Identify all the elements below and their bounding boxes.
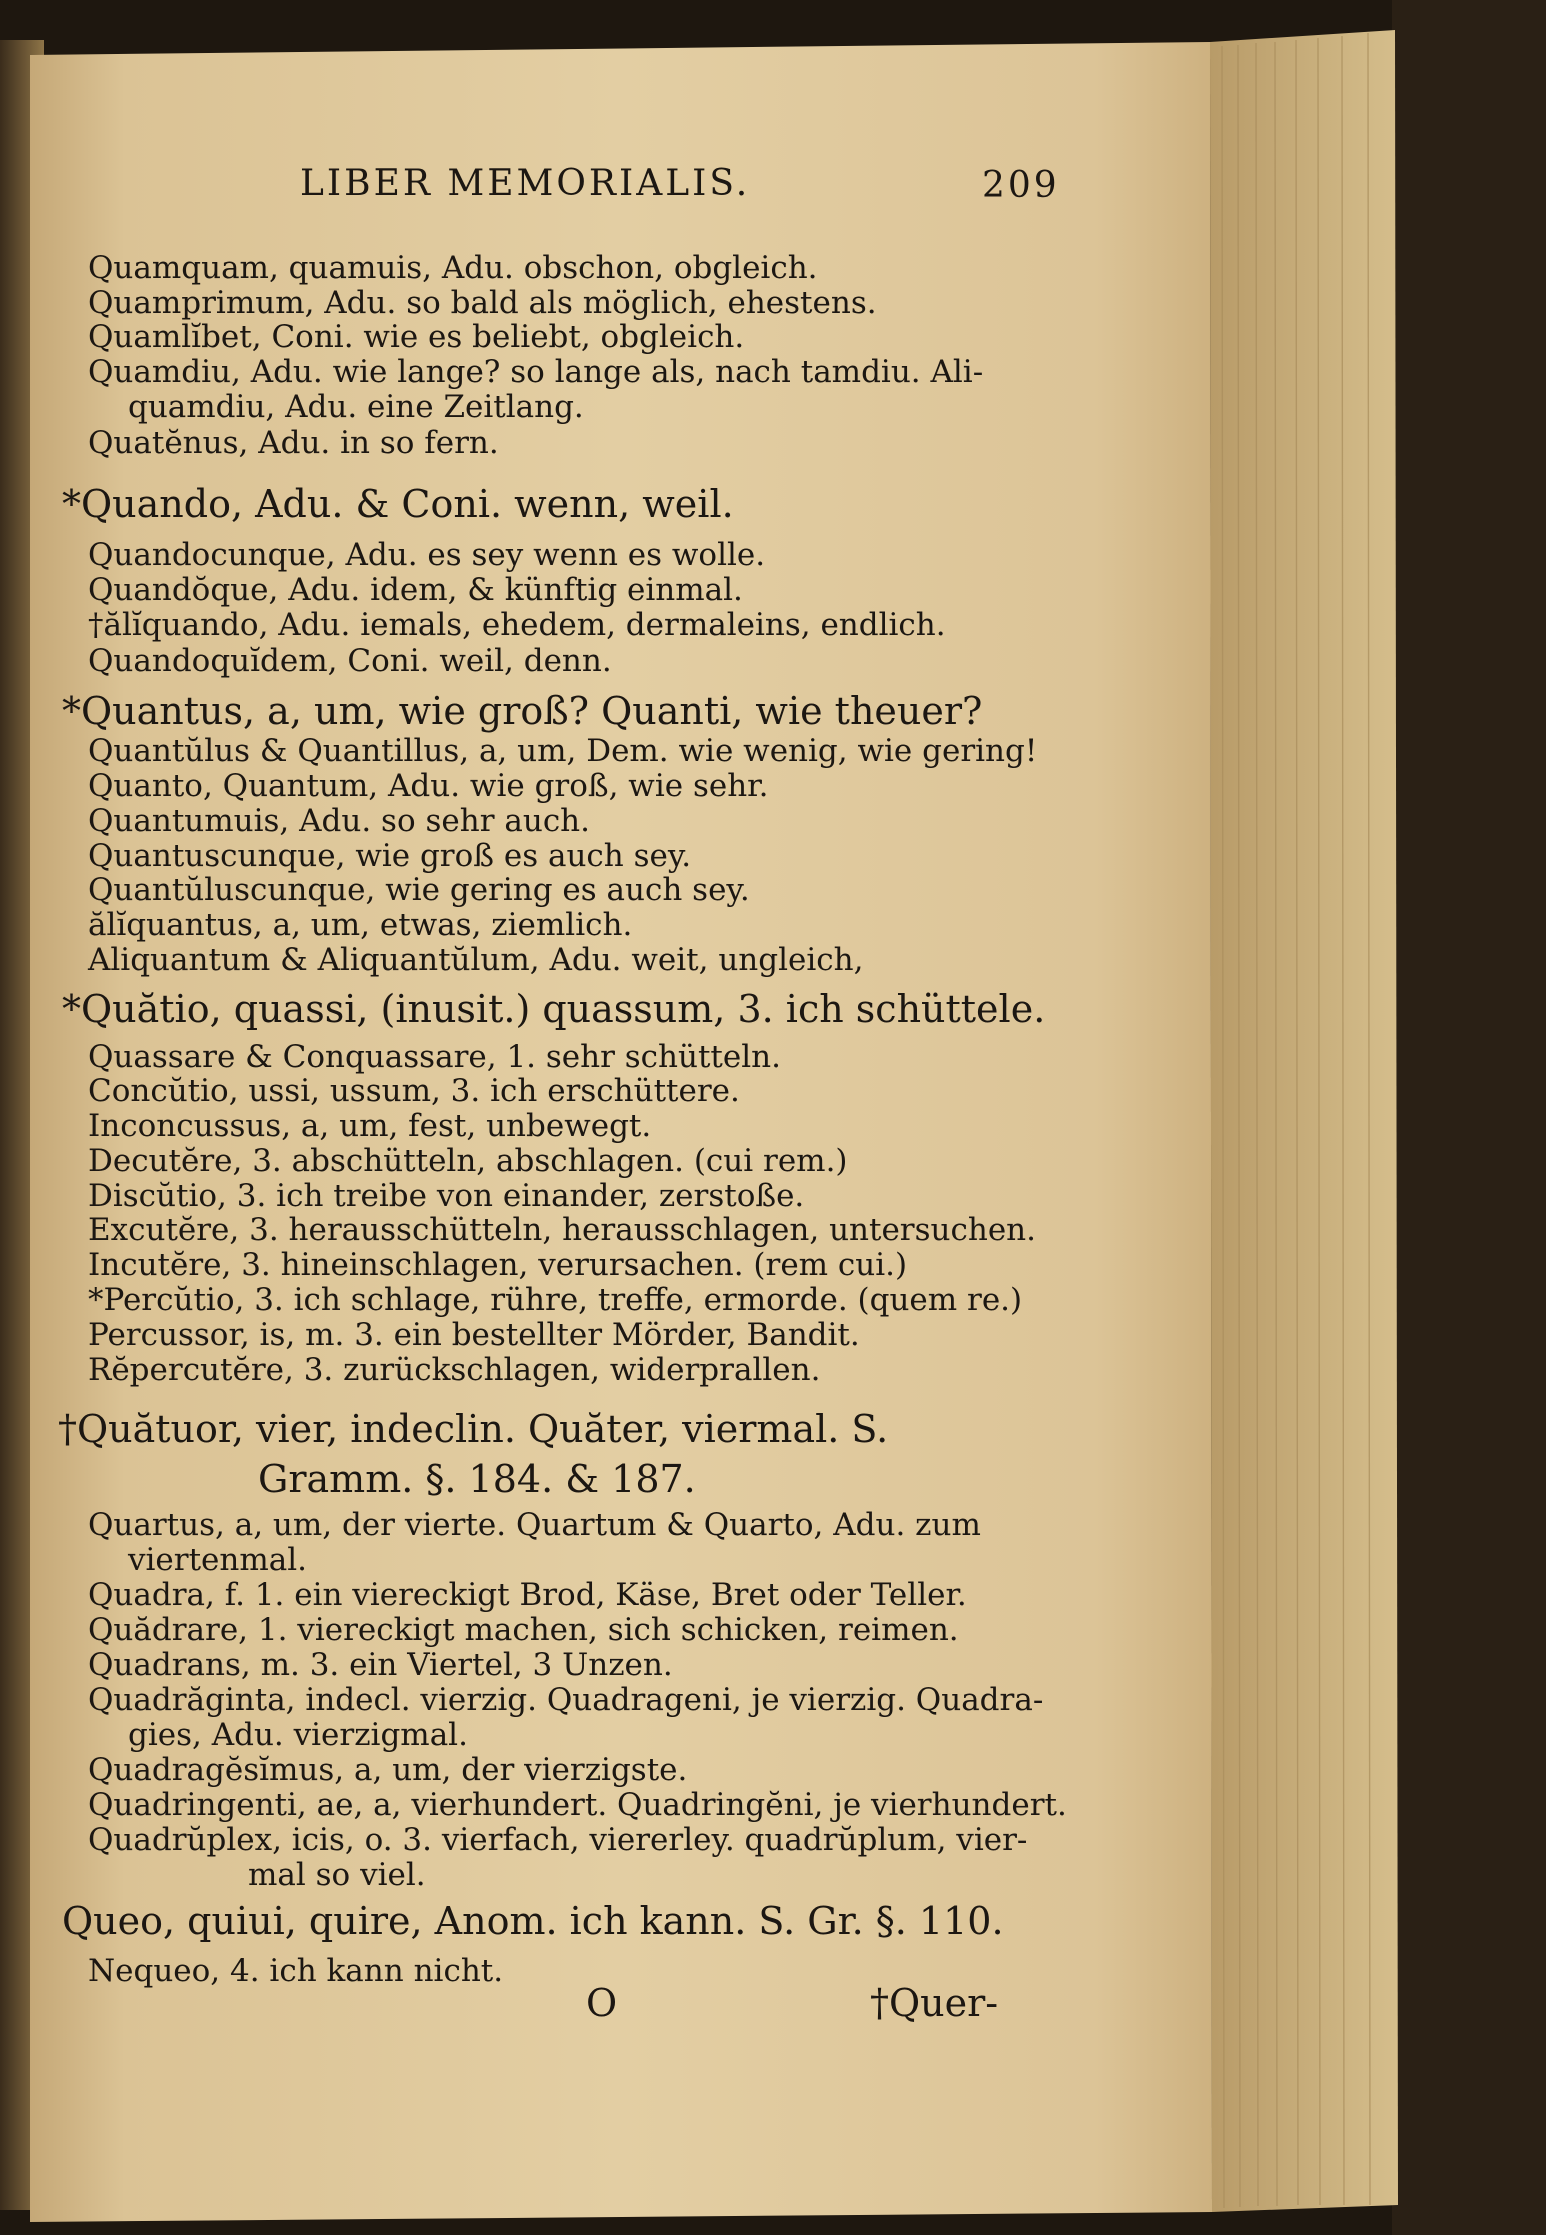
text-line: Inconcussus, a, um, fest, unbewegt.	[88, 1108, 652, 1144]
text-line: Quamdiu, Adu. wie lange? so lange als, nach tamdiu. Ali-	[88, 354, 984, 390]
headword-line: Queo, quiui, quire, Anom. ich kann. S. Gr. §. 110.	[62, 1899, 1004, 1943]
text-line: Quamlĭbet, Coni. wie es beliebt, obgleich.	[88, 319, 745, 355]
text-line: Quassare & Conquassare, 1. sehr schütteln.	[88, 1039, 781, 1075]
text-line: gies, Adu. vierzigmal.	[128, 1717, 468, 1753]
text-line: Quadrans, m. 3. ein Viertel, 3 Unzen.	[88, 1647, 673, 1683]
text-line: Decutĕre, 3. abschütteln, abschlagen. (cui rem.)	[88, 1143, 848, 1179]
text-line: Quadrăginta, indecl. vierzig. Quadrageni, je vierzig. Quadra-	[88, 1682, 1044, 1718]
text-line: mal so viel.	[248, 1857, 426, 1893]
text-line: quamdiu, Adu. eine Zeitlang.	[128, 389, 584, 425]
headword-line: *Quătio, quassi, (inusit.) quassum, 3. ich schüttele.	[62, 987, 1046, 1031]
catchword: †Quer-	[870, 1981, 999, 2025]
text-line: Quădrare, 1. viereckigt machen, sich schicken, reimen.	[88, 1612, 959, 1648]
text-line: Quamquam, quamuis, Adu. obschon, obgleich.	[88, 250, 818, 286]
text-line: Quatĕnus, Adu. in so fern.	[88, 425, 499, 461]
text-line: Quandocunque, Adu. es sey wenn es wolle.	[88, 537, 766, 573]
text-line: Quantumuis, Adu. so sehr auch.	[88, 803, 590, 839]
text-line: Quamprimum, Adu. so bald als möglich, ehestens.	[88, 285, 877, 321]
text-line: Quadra, f. 1. ein viereckigt Brod, Käse, Bret oder Teller.	[88, 1577, 967, 1613]
headword-line: Gramm. §. 184. & 187.	[258, 1457, 696, 1501]
text-line: Quanto, Quantum, Adu. wie groß, wie sehr.	[88, 768, 769, 804]
text-line: Quantŭluscunque, wie gering es auch sey.	[88, 872, 750, 908]
text-line: Quartus, a, um, der vierte. Quartum & Quarto, Adu. zum	[88, 1507, 981, 1543]
text-line: Excutĕre, 3. herausschütteln, herausschlagen, untersuchen.	[88, 1212, 1036, 1248]
text-line: Nequeo, 4. ich kann nicht.	[88, 1953, 504, 1989]
running-title: LIBER MEMORIALIS.	[300, 163, 751, 204]
text-line: *Percŭtio, 3. ich schlage, rühre, treffe, ermorde. (quem re.)	[88, 1282, 1023, 1318]
text-line: Discŭtio, 3. ich treibe von einander, zerstoße.	[88, 1178, 805, 1214]
headword-line: *Quantus, a, um, wie groß? Quanti, wie theuer?	[62, 689, 983, 733]
text-line: Quandoquĭdem, Coni. weil, denn.	[88, 643, 612, 679]
text-line: Quadringenti, ae, a, vierhundert. Quadringĕni, je vierhundert.	[88, 1787, 1067, 1823]
text-line: Quadrŭplex, icis, o. 3. vierfach, viererley. quadrŭplum, vier-	[88, 1822, 1028, 1858]
text-line: Aliquantum & Aliquantŭlum, Adu. weit, ungleich,	[88, 942, 864, 978]
signature-mark: O	[586, 1981, 618, 2025]
text-line: Concŭtio, ussi, ussum, 3. ich erschüttere.	[88, 1073, 740, 1109]
text-line: Percussor, is, m. 3. ein bestellter Mörder, Bandit.	[88, 1317, 860, 1353]
headword-line: †Quătuor, vier, indeclin. Quăter, viermal. S.	[58, 1407, 889, 1451]
page-number: 209	[982, 165, 1060, 206]
text-line: viertenmal.	[128, 1542, 308, 1578]
text-line: ălĭquantus, a, um, etwas, ziemlich.	[88, 907, 633, 943]
text-line: Quandŏque, Adu. idem, & künftig einmal.	[88, 572, 743, 608]
headword-line: *Quando, Adu. & Coni. wenn, weil.	[62, 482, 734, 526]
text-line: †ălĭquando, Adu. iemals, ehedem, dermaleins, endlich.	[88, 607, 946, 643]
text-line: Incutĕre, 3. hineinschlagen, verursachen. (rem cui.)	[88, 1247, 908, 1283]
text-line: Quantŭlus & Quantillus, a, um, Dem. wie wenig, wie gering!	[88, 733, 1038, 769]
text-line: Rĕpercutĕre, 3. zurückschlagen, widerprallen.	[88, 1352, 821, 1388]
text-line: Quantuscunque, wie groß es auch sey.	[88, 838, 692, 874]
text-line: Quadragĕsĭmus, a, um, der vierzigste.	[88, 1752, 688, 1788]
